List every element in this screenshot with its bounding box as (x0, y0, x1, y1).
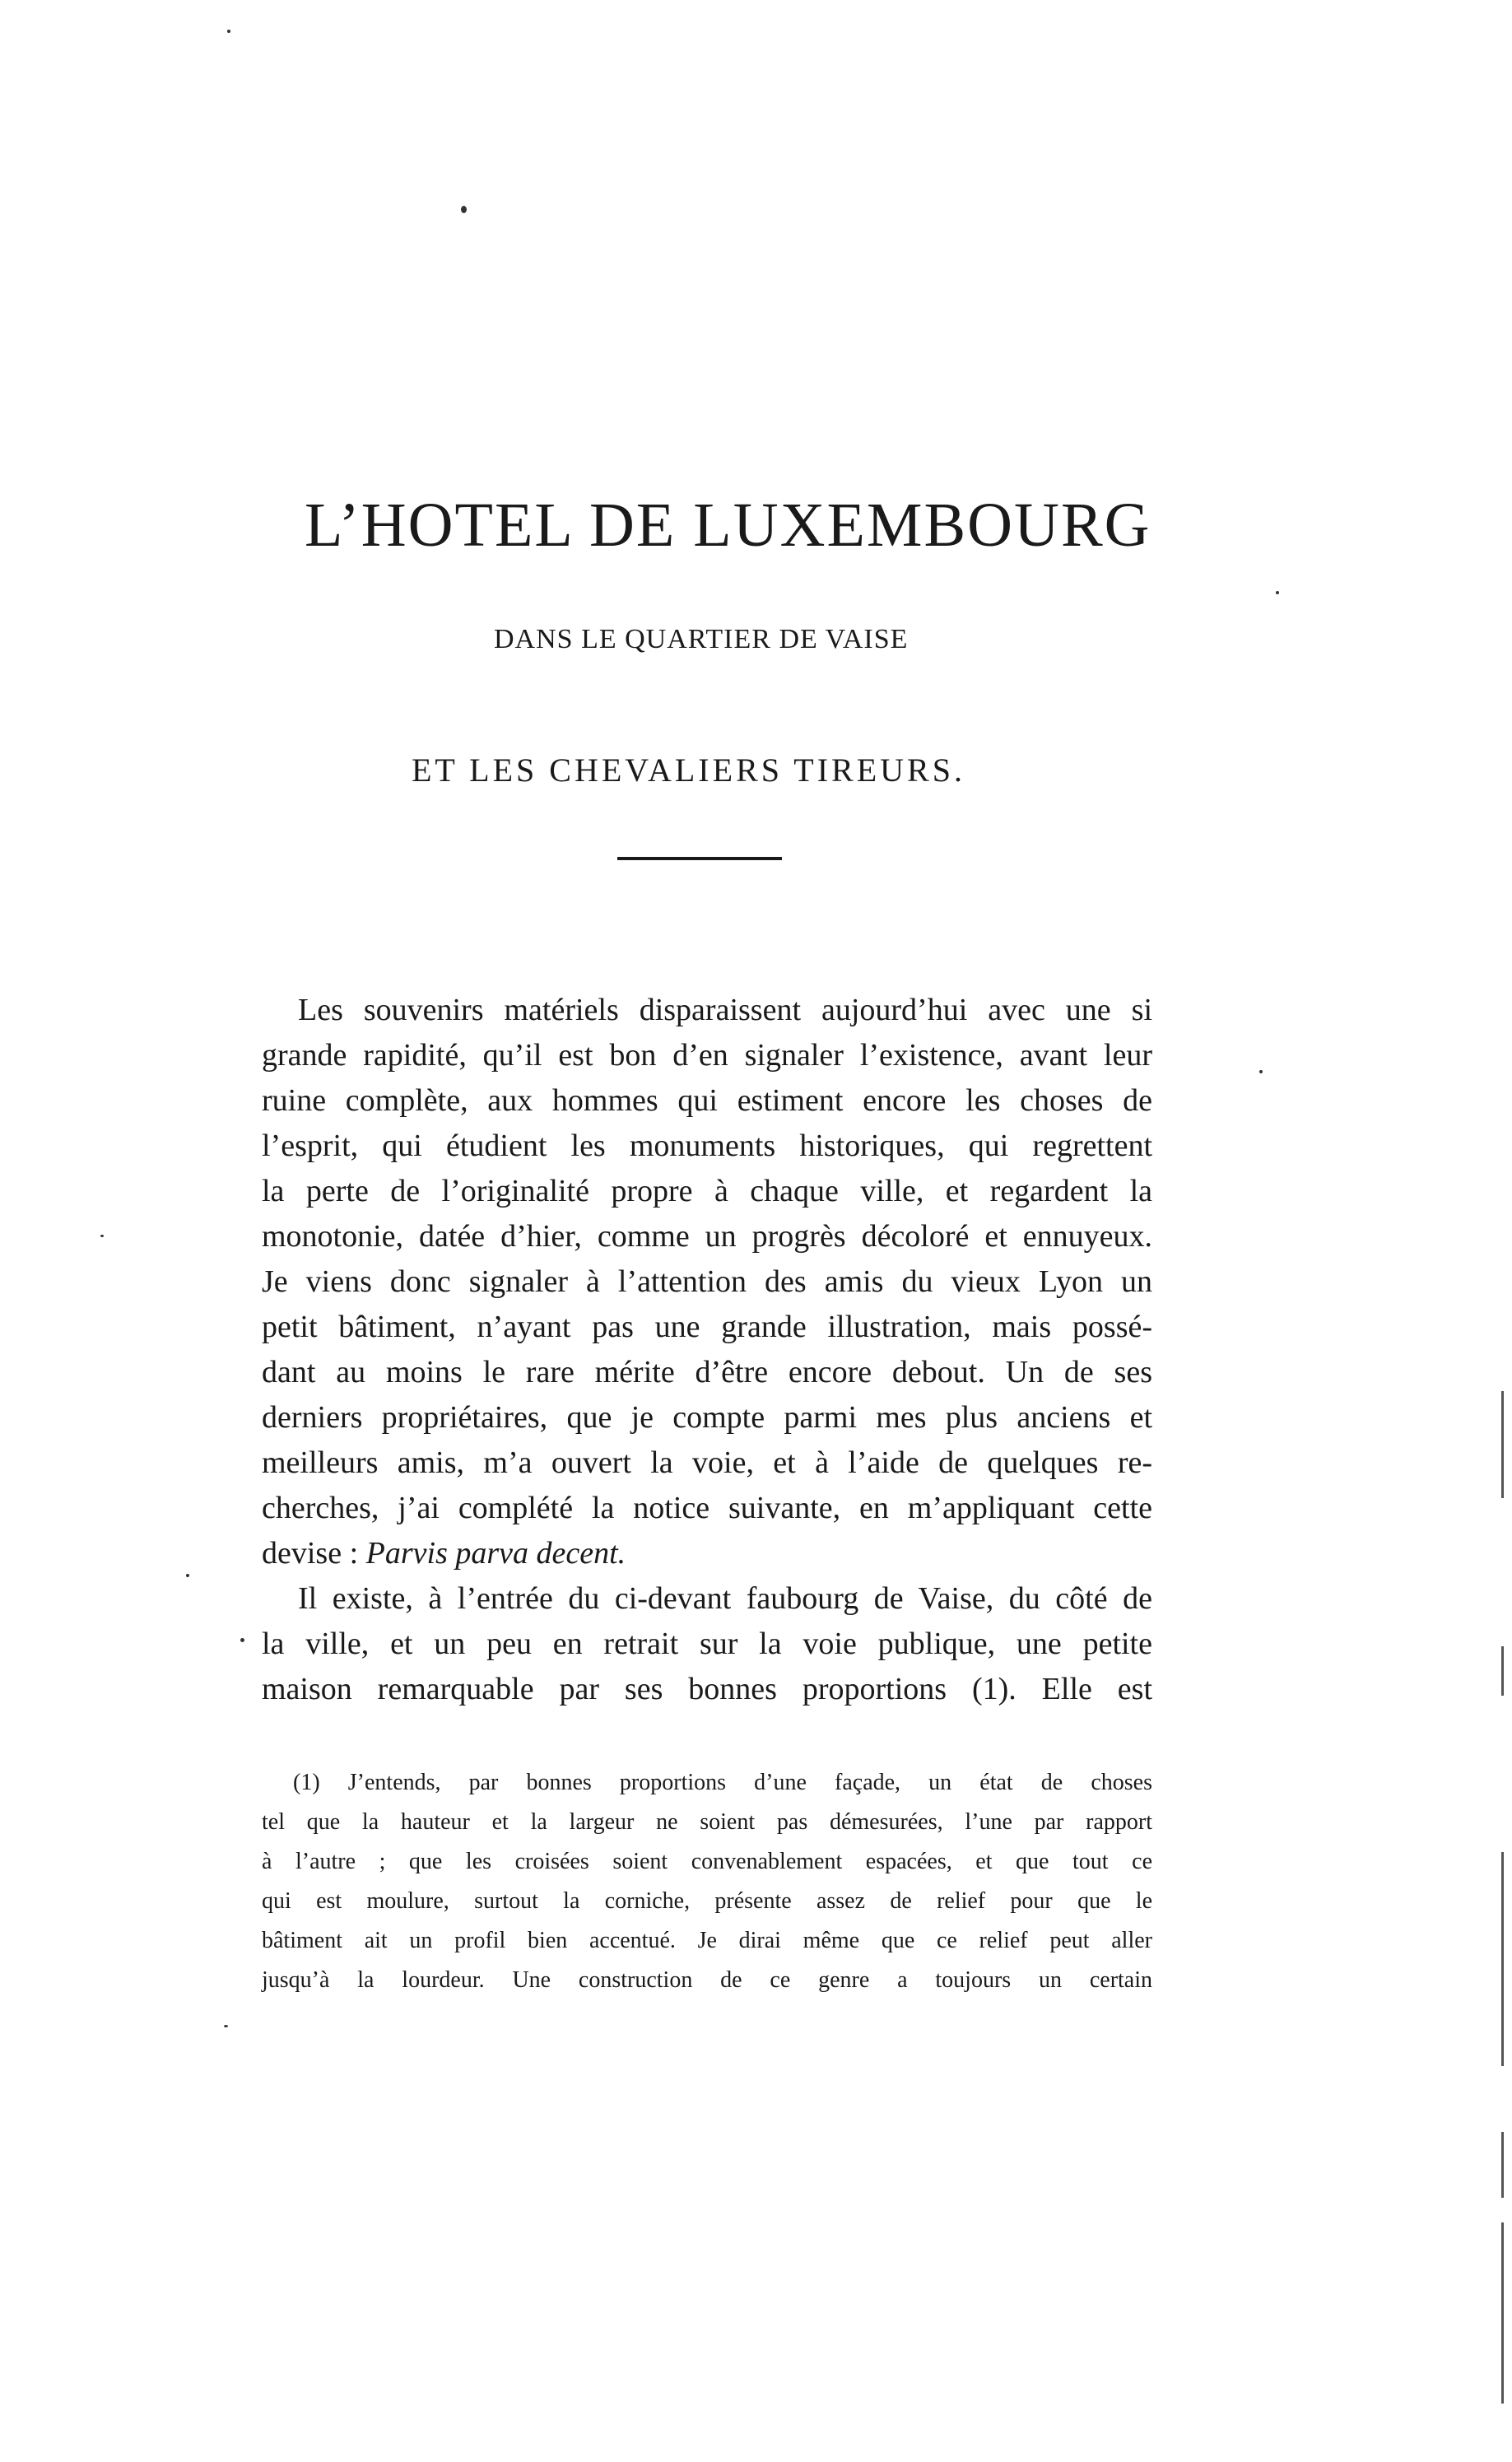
ink-speck (240, 1638, 244, 1642)
body-line: dant au moins le rare mérite d’être encore debout. Un de ses (262, 1355, 1152, 1389)
edge-mark (1501, 1391, 1504, 1498)
footnote-line: à l’autre ; que les croisées soient convenablement espacées, et que tout ce (262, 1849, 1152, 1874)
body-line: grande rapidité, qu’il est bon d’en signaler l’existence, avant leur (262, 1038, 1152, 1073)
footnote-line: (1) J’entends, par bonnes proportions d’une façade, un état de choses (293, 1770, 1152, 1795)
body-line: l’esprit, qui étudient les monuments historiques, qui regrettent (262, 1129, 1152, 1163)
body-line: monotonie, datée d’hier, comme un progrès décoloré et ennuyeux. (262, 1219, 1152, 1254)
body-line-motto (262, 1538, 1152, 1569)
subtitle-chevaliers: ET LES CHEVALIERS TIREURS. (412, 752, 965, 789)
body-line: la ville, et un peu en retrait sur la voie publique, une petite (262, 1627, 1152, 1661)
ink-speck (100, 1235, 104, 1237)
page-title: L’HOTEL DE LUXEMBOURG (305, 491, 1151, 560)
body-line: ruine complète, aux hommes qui estiment encore les choses de (262, 1083, 1152, 1118)
edge-mark (1501, 1852, 1504, 2066)
ink-speck (224, 2025, 228, 2027)
motto: Parvis parva decent. (365, 1536, 626, 1571)
edge-mark (1501, 2222, 1504, 2404)
footnote-line: bâtiment ait un profil bien accentué. Je dirai même que ce relief peut aller (262, 1928, 1152, 1953)
body-line: Je viens donc signaler à l’attention des amis du vieux Lyon un (262, 1264, 1152, 1299)
ink-speck (461, 206, 467, 213)
ink-speck (186, 1574, 189, 1577)
body-line: maison remarquable par ses bonnes proportions (1). Elle est (262, 1672, 1152, 1706)
body-line: meilleurs amis, m’a ouvert la voie, et à l’aide de quelques re- (262, 1445, 1152, 1480)
ink-speck (1259, 1070, 1263, 1073)
body-line: petit bâtiment, n’ayant pas une grande illustration, mais possé- (262, 1310, 1152, 1344)
footnote-line: jusqu’à la lourdeur. Une construction de ce genre a toujours un certain (262, 1967, 1152, 1993)
body-line: Les souvenirs matériels disparaissent aujourd’hui avec une si (298, 993, 1152, 1027)
motto-prefix: devise : (262, 1536, 366, 1571)
footnote-line: qui est moulure, surtout la corniche, présente assez de relief pour que le (262, 1888, 1152, 1914)
footnote-line: tel que la hauteur et la largeur ne soient pas démesurées, l’une par rapport (262, 1809, 1152, 1835)
body-line: Il existe, à l’entrée du ci-devant faubourg de Vaise, du côté de (298, 1581, 1152, 1616)
ink-speck (1276, 591, 1279, 594)
subtitle-location: DANS LE QUARTIER DE VAISE (494, 624, 909, 654)
body-line: derniers propriétaires, que je compte parmi mes plus anciens et (262, 1400, 1152, 1435)
edge-mark (1501, 2132, 1504, 2198)
body-line: la perte de l’originalité propre à chaque ville, et regardent la (262, 1174, 1152, 1208)
body-line: cherches, j’ai complété la notice suivante, en m’appliquant cette (262, 1491, 1152, 1525)
section-rule (617, 857, 782, 860)
edge-mark (1501, 1646, 1504, 1696)
ink-speck (227, 30, 230, 33)
